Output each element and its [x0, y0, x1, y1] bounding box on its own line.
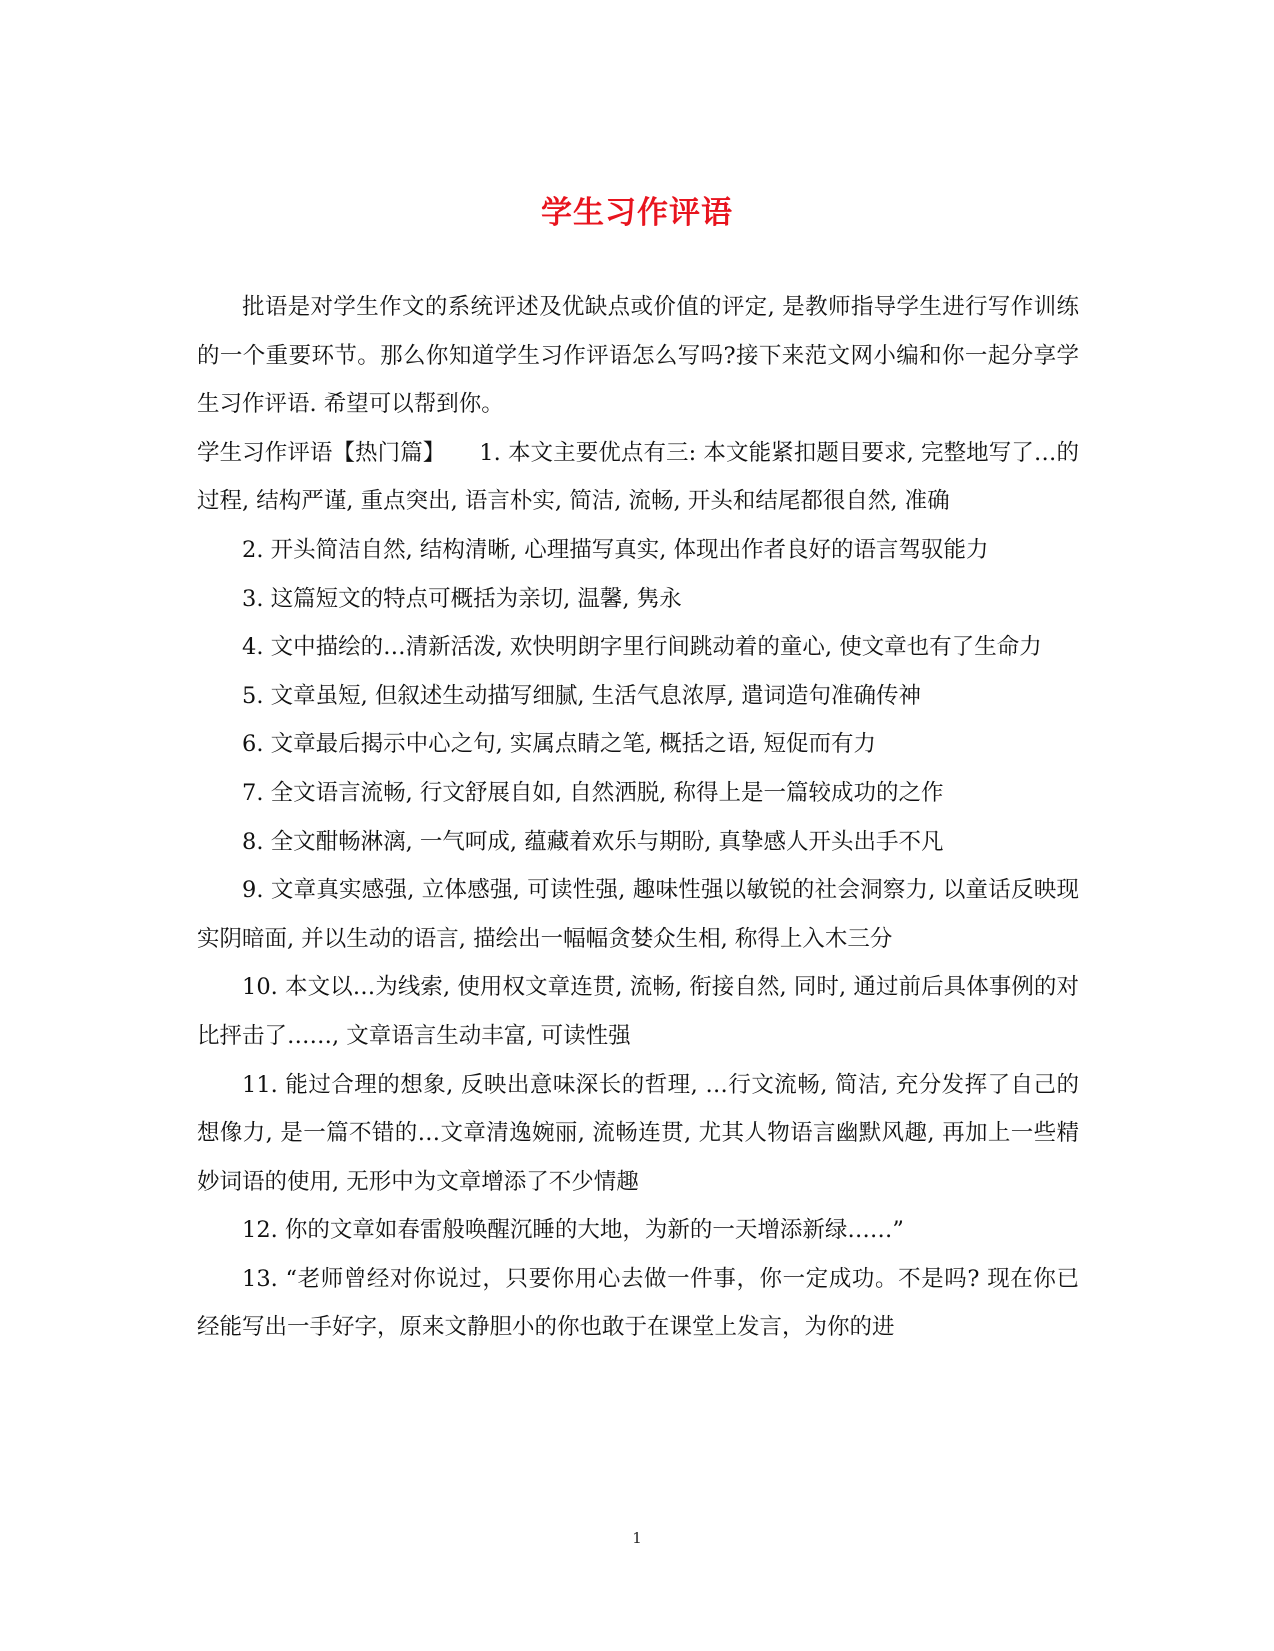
intro-paragraph: 批语是对学生作文的系统评述及优缺点或价值的评定, 是教师指导学生进行写作训练的一个重要环节。那么你知道学生习作评语怎么写吗?接下来范文网小编和你一起分享学生习作评语. 希望可以帮到你。 — [197, 294, 1079, 418]
comment-item-3: 3. 这篇短文的特点可概括为亲切, 温馨, 隽永 — [242, 585, 682, 612]
comment-item-5: 5. 文章虽短, 但叙述生动描写细腻, 生活气息浓厚, 遣词造句准确传神 — [242, 682, 922, 709]
comment-item-6: 6. 文章最后揭示中心之句, 实属点睛之笔, 概括之语, 短促而有力 — [242, 731, 877, 758]
document-title: 学生习作评语 — [541, 194, 733, 231]
comment-item-11: 11. 能过合理的想象, 反映出意味深长的哲理, …行文流畅, 简洁, 充分发挥了自己的想像力, 是一篇不错的…文章清逸婉丽, 流畅连贯, 尤其人物语言幽默风趣, 再加上一些精妙词语的使用, 无形中为文章增添了不少情趣 — [197, 1071, 1079, 1195]
section-heading-paragraph: 学生习作评语【热门篇】 1. 本文主要优点有三: 本文能紧扣题目要求, 完整地写了…的过程, 结构严谨, 重点突出, 语言朴实, 简洁, 流畅, 开头和结尾都很自然, 准确 — [197, 439, 1079, 515]
comment-item-13: 13. “老师曾经对你说过，只要你用心去做一件事，你一定成功。不是吗? 现在你已经能写出一手好字，原来文静胆小的你也敢于在课堂上发言，为你的进 — [197, 1265, 1079, 1341]
comment-item-12: 12. 你的文章如春雷般唤醒沉睡的大地，为新的一天增添新绿……” — [242, 1217, 904, 1244]
document-body — [197, 283, 1079, 1352]
page-number: 1 — [632, 1529, 642, 1547]
comment-item-4: 4. 文中描绘的…清新活泼, 欢快明朗字里行间跳动着的童心, 使文章也有了生命力 — [242, 634, 1042, 661]
comment-item-9: 9. 文章真实感强, 立体感强, 可读性强, 趣味性强以敏锐的社会洞察力, 以童话反映现实阴暗面, 并以生动的语言, 描绘出一幅幅贪婪众生相, 称得上入木三分 — [197, 877, 1079, 952]
comment-item-7: 7. 全文语言流畅, 行文舒展自如, 自然洒脱, 称得上是一篇较成功的之作 — [242, 779, 944, 806]
comment-item-10: 10. 本文以…为线索, 使用权文章连贯, 流畅, 衔接自然, 同时, 通过前后具体事例的对比抨击了……, 文章语言生动丰富, 可读性强 — [197, 974, 1079, 1049]
comment-item-8: 8. 全文酣畅淋漓, 一气呵成, 蕴藏着欢乐与期盼, 真挚感人开头出手不凡 — [242, 828, 944, 855]
comment-item-2: 2. 开头简洁自然, 结构清晰, 心理描写真实, 体现出作者良好的语言驾驭能力 — [242, 536, 989, 563]
